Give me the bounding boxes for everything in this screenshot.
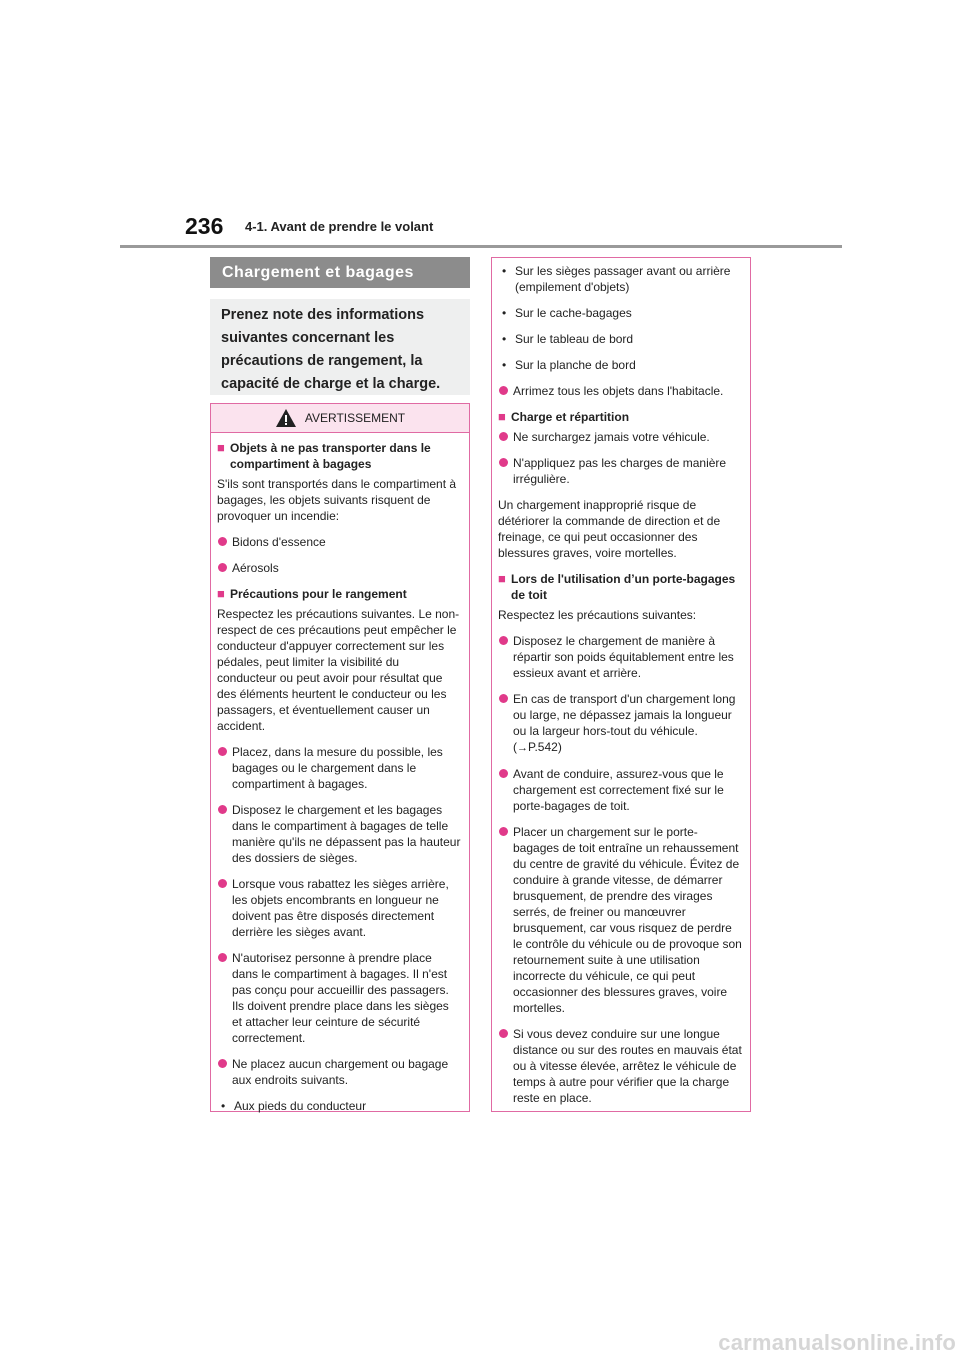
warning-heading xyxy=(498,409,742,425)
list-item xyxy=(498,691,742,756)
paragraph: Respectez les précautions suivantes. Le non-respect de ces précautions peut empêcher le conducteur d'appuyer correctement sur les pédales, peut limiter la visibilité du conducteur ou peut avoir pour résultat que des éléments heurtent le conducteur ou les passagers, et éventuellement causer un accident. xyxy=(217,607,460,733)
list-item-text: Placez, dans la mesure du possible, les bagages ou le chargement dans le compartiment à bagages. xyxy=(232,745,443,791)
list-item xyxy=(498,633,742,681)
dot-marker: • xyxy=(221,1099,226,1113)
warning-body xyxy=(211,433,469,1114)
list-item xyxy=(217,534,461,550)
warning-heading xyxy=(217,586,461,602)
round-bullet-icon xyxy=(218,953,227,962)
intro-text: Prenez note des informations suivantes concernant les précautions de rangement, la capacité de charge et la charge. xyxy=(221,307,441,392)
warning-header xyxy=(211,404,469,433)
dot-marker: • xyxy=(502,358,507,372)
warning-box xyxy=(210,403,470,1112)
warning-triangle-icon xyxy=(275,408,297,428)
paragraph: S'ils sont transportés dans le compartiment à bagages, les objets suivants risquent de provoquer un incendie: xyxy=(217,477,457,523)
paragraph: Respectez les précautions suivantes: xyxy=(498,608,697,622)
list-item-text: Si vous devez conduire sur une longue distance ou sur des routes en mauvais état ou à vitesse élevée, arrêtez le véhicule de temps à autre pour vérifier que la charge reste en place. xyxy=(513,1027,742,1105)
sub-list-item-text: Aux pieds du conducteur xyxy=(234,1099,367,1113)
intro-box xyxy=(210,299,470,395)
list-item-text: N'appliquez pas les charges de manière irrégulière. xyxy=(513,456,727,486)
page-number: 236 xyxy=(185,213,224,239)
list-item xyxy=(217,744,461,792)
dot-marker: • xyxy=(502,306,507,320)
heading-text: Précautions pour le rangement xyxy=(230,587,407,601)
section-label: 4-1. Avant de prendre le volant xyxy=(245,219,434,234)
list-item xyxy=(498,766,742,814)
round-bullet-icon xyxy=(499,432,508,441)
list-item-text: Disposez le chargement et les bagages dans le compartiment à bagages de telle manière qu'ils ne dépassent pas la hauteur des dossiers de sièges. xyxy=(232,803,461,865)
round-bullet-icon xyxy=(218,1059,227,1068)
list-item xyxy=(217,560,461,576)
watermark: carmanualsonline.info xyxy=(718,1330,956,1355)
list-item-text xyxy=(513,691,742,756)
sub-list-item xyxy=(498,305,742,321)
sub-list-item-text: Sur les sièges passager avant ou arrière (empilement d'objets) xyxy=(515,264,731,294)
list-item-text: Aérosols xyxy=(232,561,279,575)
round-bullet-icon xyxy=(218,805,227,814)
list-item xyxy=(498,383,742,399)
square-bullet-icon: ■ xyxy=(217,586,225,601)
list-item xyxy=(498,824,742,1016)
round-bullet-icon xyxy=(218,747,227,756)
round-bullet-icon xyxy=(499,694,508,703)
warning-heading xyxy=(217,440,461,472)
heading-text: Lors de l'utilisation d’un porte-bagages de toit xyxy=(511,572,736,602)
round-bullet-icon xyxy=(218,537,227,546)
list-item xyxy=(498,1026,742,1106)
list-item-text: Arrimez tous les objets dans l'habitacle. xyxy=(513,384,724,398)
round-bullet-icon xyxy=(499,458,508,467)
round-bullet-icon xyxy=(499,636,508,645)
sub-list-item xyxy=(498,263,742,295)
round-bullet-icon xyxy=(218,879,227,888)
warning-heading xyxy=(498,571,742,603)
arrow-right-icon: → xyxy=(517,742,528,754)
list-item-text: N'autorisez personne à prendre place dans le compartiment à bagages. Il n'est pas conçu pour accueillir des passagers. Ils doivent prendre place dans les sièges et attacher leur ceinture de sécurité correctement. xyxy=(232,951,449,1045)
sub-list-item-text: Sur la planche de bord xyxy=(515,358,636,372)
heading-text: Charge et répartition xyxy=(511,410,630,424)
round-bullet-icon xyxy=(218,563,227,572)
list-item xyxy=(217,950,461,1046)
square-bullet-icon: ■ xyxy=(498,409,506,424)
round-bullet-icon xyxy=(499,386,508,395)
list-item xyxy=(498,429,742,445)
warning-label: AVERTISSEMENT xyxy=(304,411,406,425)
list-item-text: Bidons d'essence xyxy=(232,535,326,549)
round-bullet-icon xyxy=(499,827,508,836)
sub-list-item xyxy=(498,357,742,373)
list-item-text: Avant de conduire, assurez-vous que le chargement est correctement fixé sur le porte-bagages de toit. xyxy=(513,767,724,813)
list-item-text: Ne placez aucun chargement ou bagage aux endroits suivants. xyxy=(232,1057,449,1087)
section-title xyxy=(210,257,470,288)
header-rule xyxy=(120,245,842,248)
dot-marker: • xyxy=(502,332,507,346)
round-bullet-icon xyxy=(499,1029,508,1038)
list-item-text: Ne surchargez jamais votre véhicule. xyxy=(513,430,710,444)
page-reference-link[interactable]: P.542) xyxy=(528,740,562,754)
warning-box-continued xyxy=(491,257,751,1112)
list-item xyxy=(217,802,461,866)
section-title-text: Chargement et bagages xyxy=(222,263,414,281)
sub-list-item xyxy=(498,331,742,347)
list-item-text-main: En cas de transport d'un chargement long ou large, ne dépassez jamais la longueur ou la largeur hors-tout du véhicule. ( xyxy=(513,692,736,754)
square-bullet-icon: ■ xyxy=(217,440,225,455)
list-item-text: Disposez le chargement de manière à répartir son poids équitablement entre les essieux avant et arrière. xyxy=(513,634,734,680)
list-item-text: Placer un chargement sur le porte-bagages de toit entraîne un rehaussement du centre de gravité du véhicule. Évitez de conduire à grande vitesse, de démarrer brusquement, de prendre des virages serrés, de freiner ou manœuvrer brusquement, car vous risquez de perdre le contrôle du véhicule ou de provoque son retournement suite à une utilisation incorrecte du véhicule, ce qui peut occasionner des blessures graves, voire mortelles. xyxy=(513,825,742,1015)
sub-list-item-text: Sur le tableau de bord xyxy=(515,332,634,346)
dot-marker: • xyxy=(502,264,507,278)
list-item xyxy=(498,455,742,487)
list-item xyxy=(217,876,461,940)
sub-list-item xyxy=(217,1098,461,1114)
square-bullet-icon: ■ xyxy=(498,571,506,586)
list-item xyxy=(217,1056,461,1088)
heading-text: Objets à ne pas transporter dans le compartiment à bagages xyxy=(230,441,431,471)
round-bullet-icon xyxy=(499,769,508,778)
sub-list-item-text: Sur le cache-bagages xyxy=(515,306,632,320)
list-item-text: Lorsque vous rabattez les sièges arrière, les objets encombrants en longueur ne doivent pas être disposés directement derrière les sièges avant. xyxy=(232,877,449,939)
paragraph: Un chargement inapproprié risque de détériorer la commande de direction et de freinage, ce qui peut occasionner des blessures graves, voire mortelles. xyxy=(498,498,721,560)
